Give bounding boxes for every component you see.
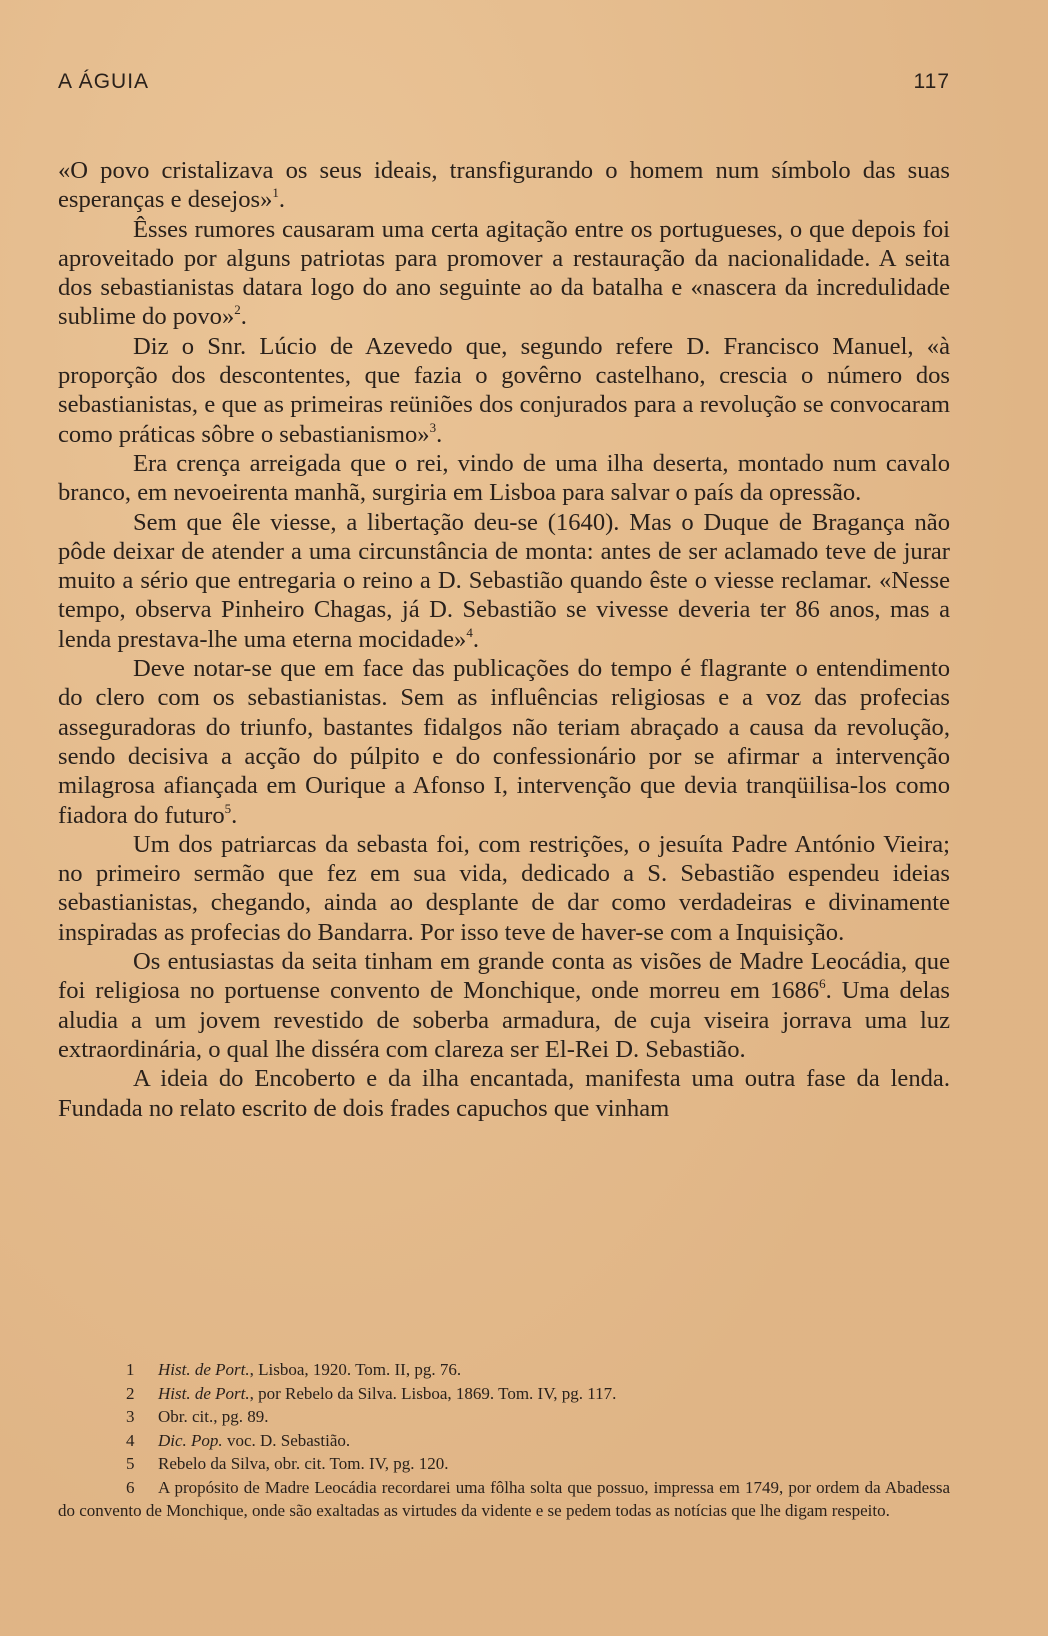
footnote-ref-1: 1 (272, 185, 279, 201)
footnotes (58, 1358, 950, 1523)
paragraph-7: Um dos patriarcas da sebasta foi, com restrições, o jesuíta Padre António Vieira; no primeiro sermão que fez em sua vida, dedicado a S. Sebastião espendeu ideias sebastianistas, chegando, ainda ao desplante de dar como verdadeiras e divinamente inspiradas as profecias do Bandarra. Por isso teve de haver-se com a Inquisição. (58, 830, 950, 946)
footnote-3: 3 Obr. cit., pg. 89. (126, 1407, 269, 1426)
paragraph-1: «O povo cristalizava os seus ideais, transfigurando o homem num símbolo das suas esperanças e desejos»$^1$. (58, 157, 950, 214)
footnote-5: 5 Rebelo da Silva, obr. cit. Tom. IV, pg. 120. (126, 1454, 449, 1473)
main-text (58, 156, 950, 1123)
paragraph-6: Deve notar-se que em face das publicações do tempo é flagrante o entendimento do clero com os sebastianistas. Sem as influências religiosas e a voz das profecias asseguradoras do triunfo, bastantes fidalgos não teriam abraçado a causa da revolução, sendo decisiva a acção do púlpito e do confessionário por se afirmar a intervenção milagrosa afiançada em Ourique a Afonso I, intervenção que devia tranqüilisa-los como fiadora do futuro$^5$. (58, 655, 950, 829)
footnote-1: 1 Hist. de Port., Lisboa, 1920. Tom. II, pg. 76. (126, 1360, 462, 1379)
paragraph-9: A ideia do Encoberto e da ilha encantada, manifesta uma outra fase da lenda. Fundada no relato escrito de dois frades capuchos que vinham (58, 1065, 950, 1122)
footnote-4: 4 Dic. Pop. voc. D. Sebastião. (126, 1430, 351, 1450)
footnote-ref-2: 2 (234, 302, 241, 318)
paragraph-2: Êsses rumores causaram uma certa agitação entre os portugueses, o que depois foi aproveitado por alguns patriotas para promover a restauração da nacionalidade. A seita dos sebastianistas datara logo do ano seguinte ao da batalha e «nascera da incredulidade sublime do povo»$^2$. (58, 215, 950, 331)
footnote-6: 6 A propósito de Madre Leocádia recordarei uma fôlha solta que possuo, impressa em 1749, por ordem da Abadessa do convento de Monchique, onde são exaltadas as virtudes da vidente e se pedem todas as notícias que lhe digam respeito. (58, 1477, 950, 1520)
footnote-ref-4: 4 (466, 624, 473, 640)
paragraph-8: Os entusiastas da seita tinham em grande conta as visões de Madre Leocádia, que foi religiosa no portuense convento de Monchique, onde morreu em 1686$^6$. Uma delas aludia a um jovem revestido de soberba armadura, de cuja viseira jorrava uma luz extraordinária, o qual lhe disséra com clareza ser El-Rei D. Sebastião. (58, 948, 950, 1063)
footnote-ref-6: 6 (819, 976, 826, 992)
footnote-ref-5: 5 (224, 800, 232, 816)
running-header (58, 70, 950, 100)
paragraph-5: Sem que êle viesse, a libertação deu-se (1640). Mas o Duque de Bragança não pôde deixar de atender a uma circunstância de monta: antes de ser aclamado teve de jurar muito a sério que entregaria o reino a D. Sebastião quando êste o viesse reclamar. «Nesse tempo, observa Pinheiro Chagas, já D. Sebastião se vivesse deveria ter 86 anos, mas a lenda prestava-lhe uma eterna mocidade»$^4$. (58, 508, 950, 653)
paragraph-4: Era crença arreigada que o rei, vindo de uma ilha deserta, montado num cavalo branco, em nevoeirenta manhã, surgiria em Lisboa para salvar o país da opressão. (58, 449, 950, 507)
footnote-2: 2 Hist. de Port., por Rebelo da Silva. Lisboa, 1869. Tom. IV, pg. 117. (126, 1383, 617, 1403)
footnote-ref-3: 3 (429, 419, 437, 435)
page-number: 117 (913, 70, 950, 93)
journal-title: A ÁGUIA (58, 70, 150, 93)
paragraph-3: Diz o Snr. Lúcio de Azevedo que, segundo refere D. Francisco Manuel, «à proporção dos descontentes, que fazia o govêrno castelhano, crescia o número dos sebastianistas, e que as primeiras reüniões dos conjurados para a revolução se convocaram como práticas sôbre o sebastianismo»$^3$. (58, 332, 950, 448)
